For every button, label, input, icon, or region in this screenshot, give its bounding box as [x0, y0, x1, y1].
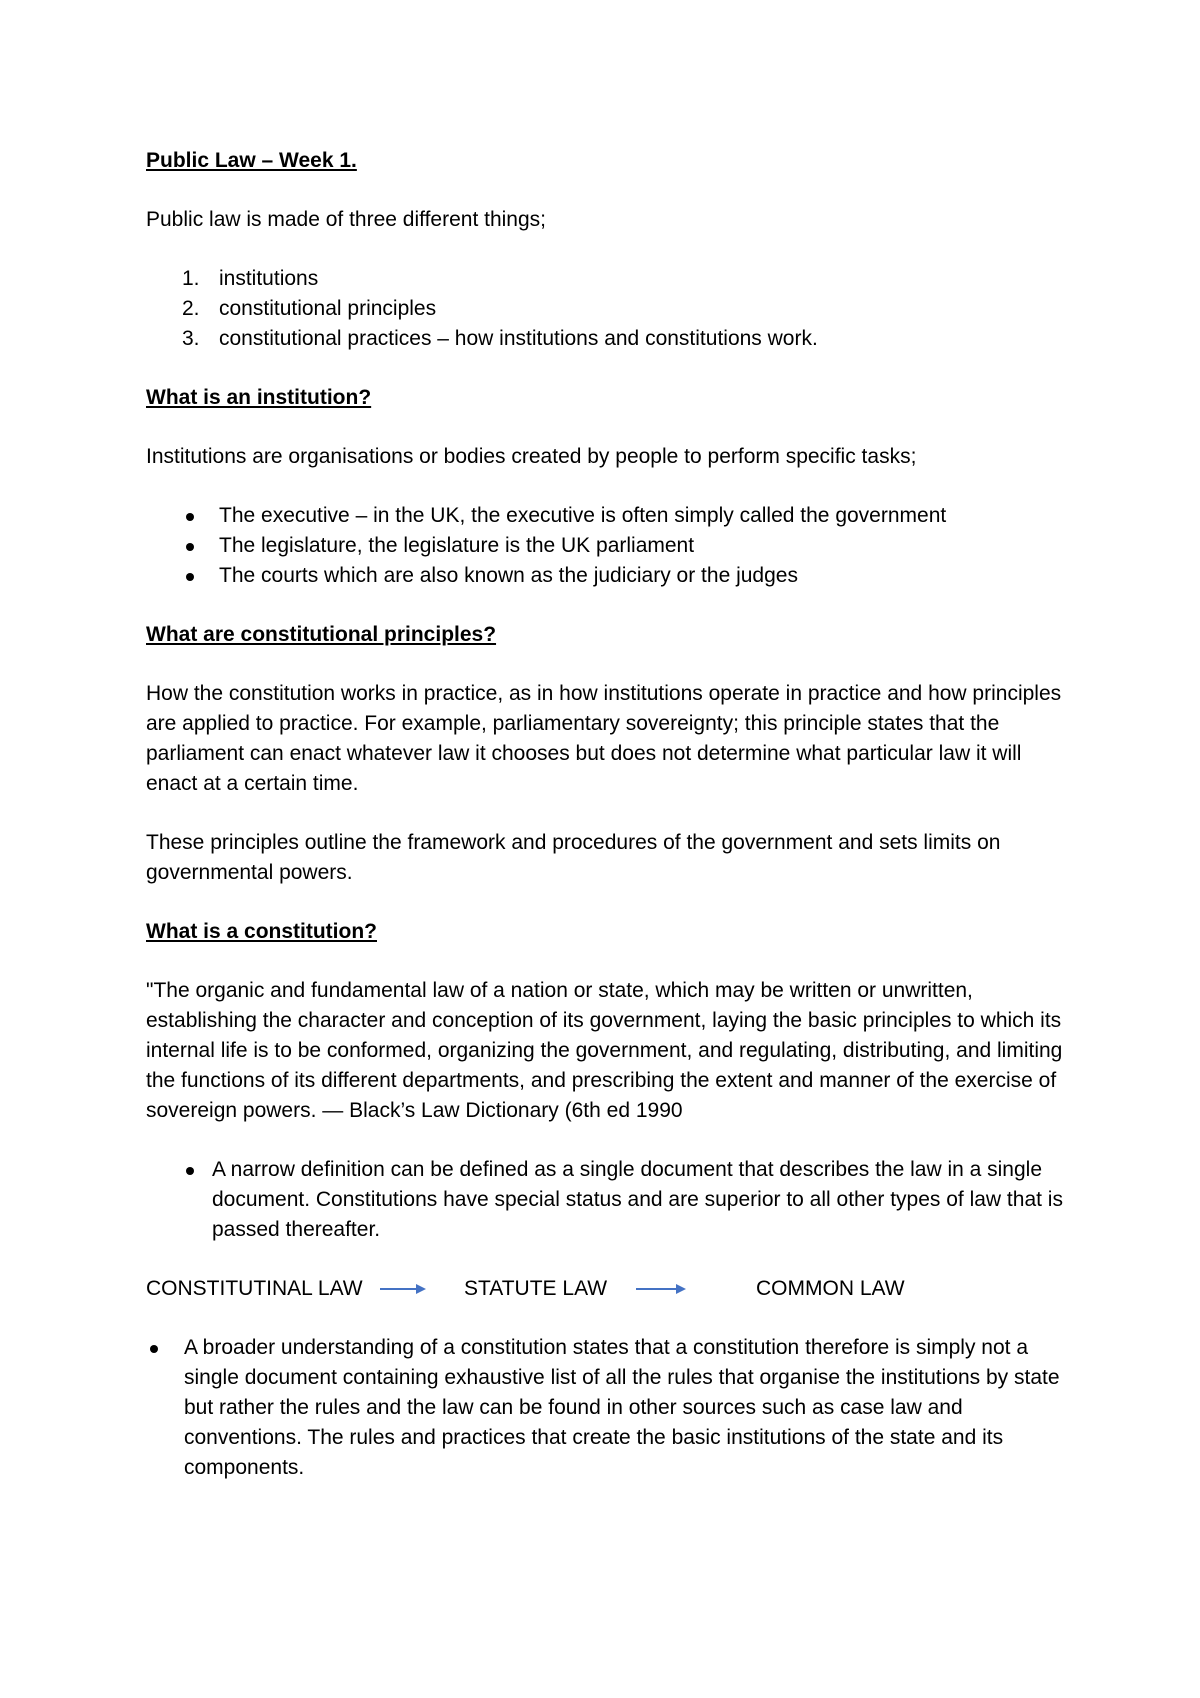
narrow-definition-bullets	[146, 1155, 1076, 1245]
bullet-icon	[150, 1345, 158, 1353]
bullet-icon	[186, 513, 194, 521]
list-item	[146, 561, 1076, 591]
list-item	[146, 294, 1076, 324]
right-arrow-icon	[636, 1282, 688, 1296]
flow-item-constitutional-law: CONSTITUTINAL LAW	[146, 1277, 363, 1300]
document-title: Public Law – Week 1.	[146, 149, 357, 172]
bullet-icon	[186, 543, 194, 551]
list-number: 3.	[182, 327, 200, 350]
right-arrow-icon	[380, 1282, 428, 1296]
intro-paragraph: Public law is made of three different things;	[146, 208, 546, 231]
list-item-text: institutions	[219, 267, 319, 290]
list-number: 1.	[182, 267, 200, 290]
list-item-text: The executive – in the UK, the executive is often simply called the government	[219, 504, 947, 527]
list-item	[146, 1155, 1076, 1245]
list-item	[146, 501, 1076, 531]
list-item-text: A broader understanding of a constitution states that a constitution therefore is simply not a single document containing exhaustive list of all the rules that organise the institutions by state but rather the rules and the law can be found in other sources such as case law and conventions. The rules and practices that create the basic institutions of the state and its components.	[184, 1336, 1060, 1479]
list-item	[146, 531, 1076, 561]
flow-item-statute-law: STATUTE LAW	[464, 1277, 608, 1300]
principles-paragraph-2: These principles outline the framework and procedures of the government and sets limits on governmental powers.	[146, 831, 1001, 884]
list-item	[146, 324, 1076, 354]
list-number: 2.	[182, 297, 200, 320]
list-item-text: constitutional practices – how institutions and constitutions work.	[219, 327, 818, 350]
list-item-text: A narrow definition can be defined as a single document that describes the law in a single document. Constitutions have special status and are superior to all other types of law that is passed thereafter.	[212, 1158, 1063, 1241]
list-item	[146, 264, 1076, 294]
section-heading-principles: What are constitutional principles?	[146, 623, 497, 646]
constitution-quote: "The organic and fundamental law of a nation or state, which may be written or unwritten, establishing the character and conception of its government, laying the basic principles to which its internal life is to be conformed, organizing the government, and regulating, distributing, and limiting the functions of its different departments, and prescribing the extent and manner of the exercise of sovereign powers. — Black’s Law Dictionary (6th ed 1990	[146, 979, 1063, 1122]
list-item-text: The legislature, the legislature is the UK parliament	[219, 534, 695, 557]
institution-bullets	[146, 501, 1076, 591]
section-heading-institution: What is an institution?	[146, 386, 372, 409]
list-item-text: The courts which are also known as the judiciary or the judges	[219, 564, 798, 587]
parts-list	[146, 264, 1076, 354]
bullet-icon	[186, 1167, 194, 1175]
flow-item-common-law: COMMON LAW	[756, 1277, 905, 1300]
broad-definition-bullets	[146, 1333, 1076, 1483]
section-heading-constitution: What is a constitution?	[146, 920, 377, 943]
list-item	[146, 1333, 1076, 1483]
law-hierarchy-flow	[146, 1274, 1076, 1304]
institution-intro: Institutions are organisations or bodies created by people to perform specific tasks;	[146, 445, 917, 468]
bullet-icon	[186, 573, 194, 581]
principles-paragraph-1: How the constitution works in practice, as in how institutions operate in practice and how principles are applied to practice. For example, parliamentary sovereignty; this principle states that the parliament can enact whatever law it chooses but does not determine what particular law it will enact at a certain time.	[146, 682, 1062, 795]
document-page	[146, 146, 1076, 1512]
list-item-text: constitutional principles	[219, 297, 437, 320]
